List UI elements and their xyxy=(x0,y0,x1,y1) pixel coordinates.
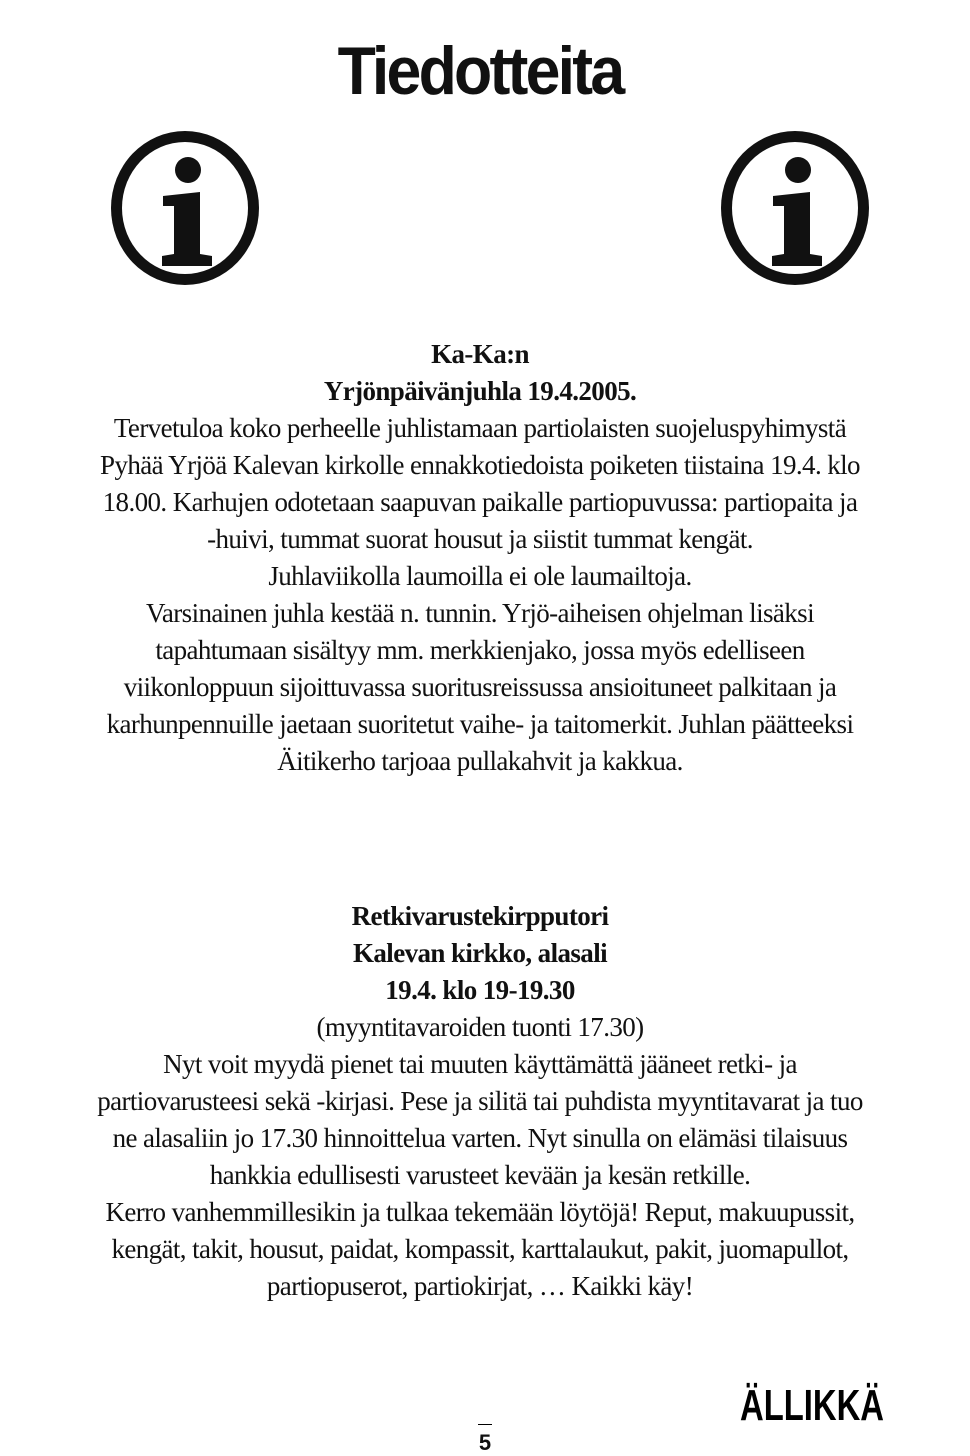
info-icon xyxy=(718,128,872,288)
yrjonpaiva-announcement xyxy=(20,336,940,780)
text-line: viikonloppuun sijoittuvassa suoritusreissussa ansioituneet palkitaan ja xyxy=(123,672,837,702)
text-line: tapahtumaan sisältyy mm. merkkienjako, jossa myös edelliseen xyxy=(155,635,805,665)
text-line: Nyt voit myydä pienet tai muuten käyttämättä jääneet retki- ja xyxy=(163,1049,797,1079)
text-line: Tervetuloa koko perheelle juhlistamaan partiolaisten suojeluspyhimystä xyxy=(113,413,847,443)
page-title: Tiedotteita xyxy=(337,33,623,109)
text-line: partiovarusteesi sekä -kirjasi. Pese ja silitä tai puhdista myyntitavarat ja tuo xyxy=(97,1086,863,1116)
announcement-time: 19.4. klo 19-19.30 xyxy=(385,975,575,1005)
announcement-heading: Ka-Ka:n xyxy=(431,339,529,369)
text-line: Kerro vanhemmillesikin ja tulkaa tekemään löytöjä! Reput, makuupussit, xyxy=(105,1197,855,1227)
announcement-location: Kalevan kirkko, alasali xyxy=(353,938,607,968)
page-number-rule xyxy=(478,1424,492,1425)
text-line: partiopuserot, partiokirjat, … Kaikki käy! xyxy=(266,1271,694,1301)
logo-text: ÄLLIKKÄ xyxy=(740,1381,884,1430)
info-icon xyxy=(108,128,262,288)
announcement-heading: Retkivarustekirpputori xyxy=(351,901,609,931)
page-number: 5 xyxy=(478,1430,492,1455)
text-line: 18.00. Karhujen odotetaan saapuvan paikalle partiopuvussa: partiopaita ja xyxy=(102,487,858,517)
text-line: karhunpennuille jaetaan suoritetut vaihe- ja taitomerkit. Juhlan päätteeksi xyxy=(106,709,854,739)
announcement-subheading: Yrjönpäivänjuhla 19.4.2005. xyxy=(323,376,637,406)
text-line: Pyhää Yrjöä Kalevan kirkolle ennakkotiedoista poiketen tiistaina 19.4. klo xyxy=(100,450,860,480)
text-line: Äitikerho tarjoaa pullakahvit ja kakkua. xyxy=(277,746,683,776)
flea-market-announcement xyxy=(20,898,940,1305)
text-line: -huivi, tummat suorat housut ja siistit tummat kengät. xyxy=(207,524,753,554)
text-line: (myyntitavaroiden tuonti 17.30) xyxy=(316,1012,644,1042)
text-line: Varsinainen juhla kestää n. tunnin. Yrjö-aiheisen ohjelman lisäksi xyxy=(146,598,814,628)
text-line: ne alasaliin jo 17.30 hinnoittelua varten. Nyt sinulla on elämäsi tilaisuus xyxy=(112,1123,848,1153)
text-line: hankkia edullisesti varusteet kevään ja kesän retkille. xyxy=(209,1160,751,1190)
text-line: Juhlaviikolla laumoilla ei ole laumailtoja. xyxy=(268,561,692,591)
allikka-logo xyxy=(738,1372,886,1428)
text-line: kengät, takit, housut, paidat, kompassit, karttalaukut, pakit, juomapullot, xyxy=(111,1234,849,1264)
